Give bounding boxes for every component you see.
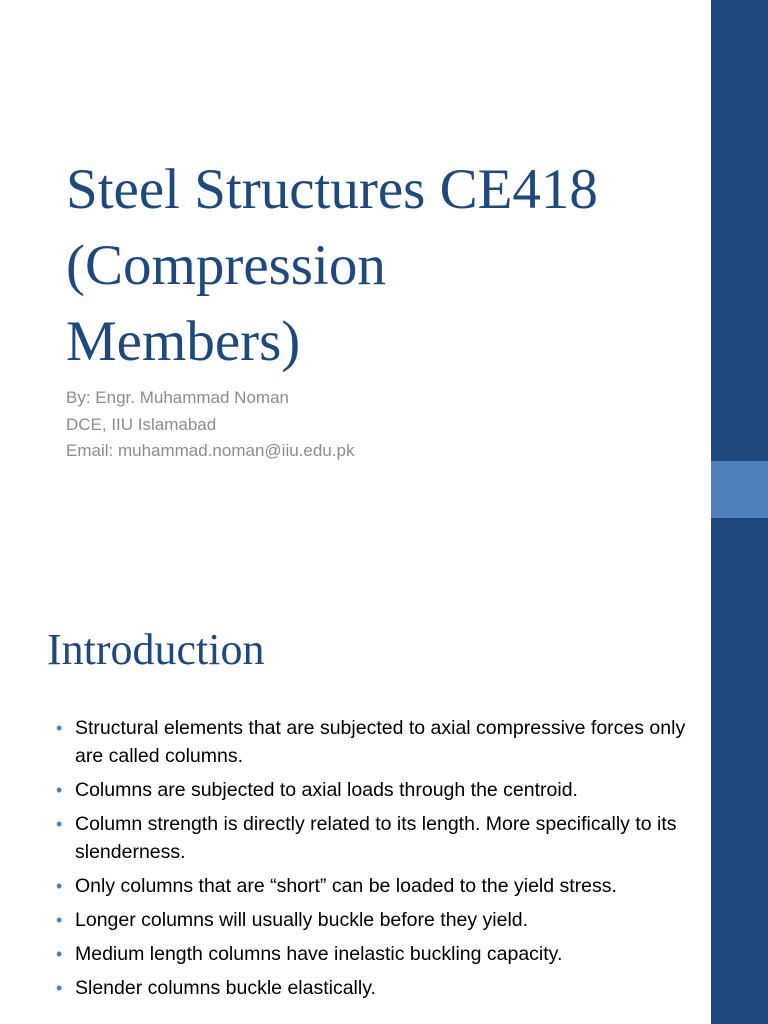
bullet-item xyxy=(56,810,696,866)
bullet-text: Slender columns buckle elastically. xyxy=(75,977,376,999)
title-line-1: Steel Structures CE418 xyxy=(66,158,598,221)
bullet-icon: • xyxy=(56,910,63,930)
bullet-text: Structural elements that are subjected to axial compressive forces only are called columns. xyxy=(75,717,686,767)
bullet-item xyxy=(56,872,696,900)
bullet-icon: • xyxy=(56,814,63,834)
bullet-text: Columns are subjected to axial loads through the centroid. xyxy=(75,779,578,801)
bullet-text: Longer columns will usually buckle before they yield. xyxy=(75,909,529,931)
bullet-item xyxy=(56,776,696,804)
author-info xyxy=(66,385,666,465)
bullet-icon: • xyxy=(56,876,63,896)
author-department: DCE, IIU Islamabad xyxy=(66,414,217,434)
title-line-3: Members) xyxy=(66,310,301,373)
bullet-item xyxy=(56,974,696,1002)
bullet-item xyxy=(56,940,696,968)
bullet-icon: • xyxy=(56,944,63,964)
bullet-text: Column strength is directly related to its length. More specifically to its slenderness. xyxy=(75,813,677,863)
bullet-text: Only columns that are “short” can be loaded to the yield stress. xyxy=(75,875,617,897)
page-title xyxy=(66,152,706,380)
bullet-icon: • xyxy=(56,780,63,800)
bullet-text: Medium length columns have inelastic buckling capacity. xyxy=(75,943,563,965)
bullet-list xyxy=(56,714,696,1008)
side-accent-block xyxy=(711,461,768,518)
author-email: Email: muhammad.noman@iiu.edu.pk xyxy=(66,441,355,460)
bullet-icon: • xyxy=(56,718,63,738)
bullet-icon: • xyxy=(56,978,63,998)
bullet-item xyxy=(56,906,696,934)
bullet-item xyxy=(56,714,696,770)
section-heading: Introduction xyxy=(47,625,265,674)
author-name: By: Engr. Muhammad Noman xyxy=(66,388,289,407)
title-line-2: (Compression xyxy=(66,234,386,297)
